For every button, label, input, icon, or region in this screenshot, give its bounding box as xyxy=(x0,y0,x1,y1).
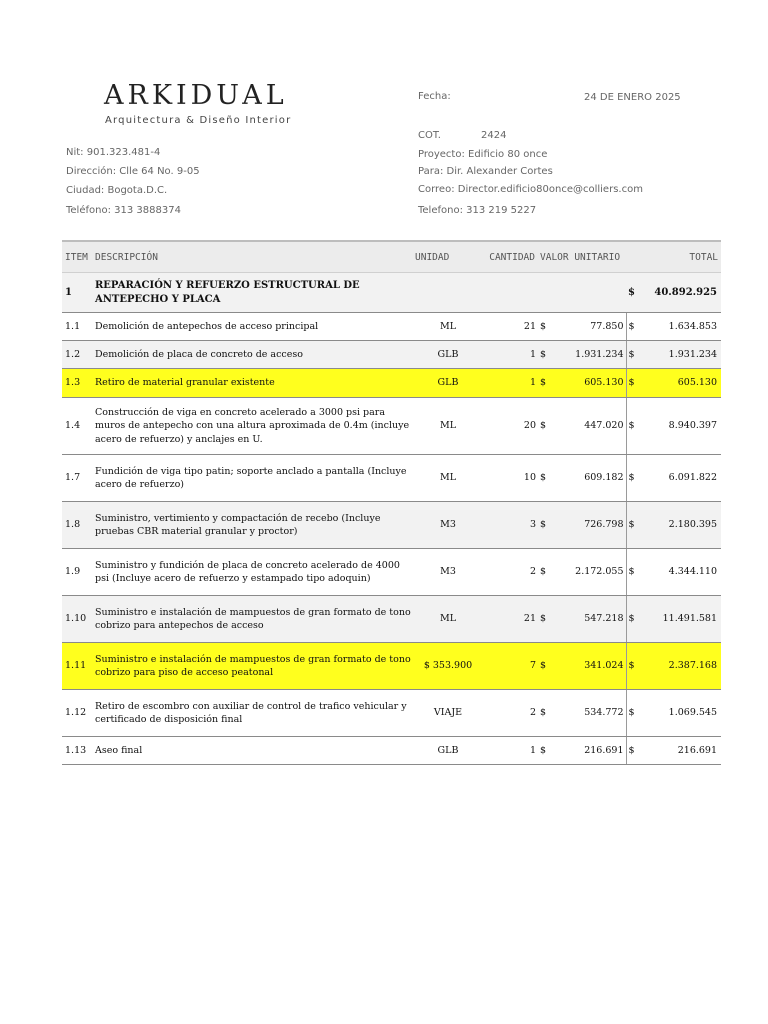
table-row-highlighted xyxy=(62,369,721,398)
currency-sign: $ xyxy=(626,737,639,765)
row-description: Aseo final xyxy=(93,737,413,765)
section-total: 40.892.925 xyxy=(639,273,721,313)
row-total: 8.940.397 xyxy=(639,398,721,455)
row-unit: ML xyxy=(413,455,483,502)
row-item: 1.3 xyxy=(62,369,93,398)
section-row xyxy=(62,273,721,313)
row-quantity: 21 xyxy=(483,596,538,643)
row-quantity: 1 xyxy=(483,369,538,398)
table-row xyxy=(62,549,721,596)
table-row xyxy=(62,690,721,737)
row-unit-value: 1.931.234 xyxy=(550,341,626,369)
row-quantity: 3 xyxy=(483,502,538,549)
section-description: REPARACIÓN Y REFUERZO ESTRUCTURAL DE ANTEPECHO Y PLACA xyxy=(93,273,413,313)
row-item: 1.10 xyxy=(62,596,93,643)
currency-sign: $ xyxy=(626,341,639,369)
date-value: 24 DE ENERO 2025 xyxy=(584,92,681,103)
company-nit: Nit: 901.323.481-4 xyxy=(66,147,161,158)
currency-sign: $ xyxy=(626,690,639,737)
currency-sign: $ xyxy=(626,313,639,341)
row-total: 6.091.822 xyxy=(639,455,721,502)
currency-sign: $ xyxy=(538,369,550,398)
row-unit: ML xyxy=(413,313,483,341)
row-description: Fundición de viga tipo patin; soporte anclado a pantalla (Incluye acero de refuerzo) xyxy=(93,455,413,502)
row-unit-value: 534.772 xyxy=(550,690,626,737)
company-address: Dirección: Clle 64 No. 9-05 xyxy=(66,166,200,177)
row-description: Demolición de antepechos de acceso principal xyxy=(93,313,413,341)
row-item: 1.2 xyxy=(62,341,93,369)
row-quantity: 21 xyxy=(483,313,538,341)
table-row xyxy=(62,455,721,502)
currency-sign: $ xyxy=(626,369,639,398)
row-unit: M3 xyxy=(413,549,483,596)
row-unit: ML xyxy=(413,398,483,455)
currency-sign: $ xyxy=(626,549,639,596)
row-description: Suministro, vertimiento y compactación de recebo (Incluye pruebas CBR material granular y proctor) xyxy=(93,502,413,549)
row-item: 1.7 xyxy=(62,455,93,502)
row-total: 4.344.110 xyxy=(639,549,721,596)
currency-sign: $ xyxy=(538,737,550,765)
row-unit: GLB xyxy=(413,369,483,398)
currency-sign: $ xyxy=(626,455,639,502)
row-item: 1.1 xyxy=(62,313,93,341)
row-unit-value: 609.182 xyxy=(550,455,626,502)
header-unit: UNIDAD xyxy=(413,241,483,273)
row-unit-value: 341.024 xyxy=(550,643,626,690)
row-unit-value: 726.798 xyxy=(550,502,626,549)
currency-sign: $ xyxy=(538,455,550,502)
header-unit-value: VALOR UNITARIO xyxy=(538,241,626,273)
row-item: 1.4 xyxy=(62,398,93,455)
currency-sign: $ xyxy=(538,549,550,596)
currency-sign: $ xyxy=(626,273,639,313)
cot-label: COT. xyxy=(418,130,441,141)
row-item: 1.8 xyxy=(62,502,93,549)
currency-sign: $ xyxy=(538,341,550,369)
currency-sign: $ xyxy=(538,596,550,643)
company-logo-name: ARKIDUAL xyxy=(104,80,288,111)
table-row xyxy=(62,596,721,643)
row-unit-value: 447.020 xyxy=(550,398,626,455)
row-description: Suministro e instalación de mampuestos de gran formato de tono cobrizo para piso de acceso peatonal xyxy=(93,643,413,690)
row-description: Demolición de placa de concreto de acceso xyxy=(93,341,413,369)
row-item: 1.12 xyxy=(62,690,93,737)
row-unit: $ 353.900 xyxy=(413,643,483,690)
row-unit: GLB xyxy=(413,737,483,765)
date-label: Fecha: xyxy=(418,91,451,102)
company-city: Ciudad: Bogota.D.C. xyxy=(66,185,168,196)
row-unit-value: 547.218 xyxy=(550,596,626,643)
row-item: 1.13 xyxy=(62,737,93,765)
row-unit: ML xyxy=(413,596,483,643)
recipient: Para: Dir. Alexander Cortes xyxy=(418,166,553,177)
row-unit-value: 605.130 xyxy=(550,369,626,398)
table-row xyxy=(62,737,721,765)
row-quantity: 1 xyxy=(483,737,538,765)
row-quantity: 1 xyxy=(483,341,538,369)
row-item: 1.11 xyxy=(62,643,93,690)
currency-sign: $ xyxy=(626,502,639,549)
cot-number: 2424 xyxy=(481,130,507,141)
row-unit-value: 77.850 xyxy=(550,313,626,341)
currency-sign: $ xyxy=(538,313,550,341)
row-unit: GLB xyxy=(413,341,483,369)
currency-sign: $ xyxy=(538,502,550,549)
currency-sign: $ xyxy=(626,643,639,690)
company-phone: Teléfono: 313 3888374 xyxy=(66,205,181,216)
row-description: Construcción de viga en concreto acelerado a 3000 psi para muros de antepecho con una altura aproximada de 0.4m (incluye acero de refuerzo) y anclajes en U. xyxy=(93,398,413,455)
header-item: ITEM xyxy=(62,241,93,273)
row-total: 2.387.168 xyxy=(639,643,721,690)
row-description: Retiro de material granular existente xyxy=(93,369,413,398)
row-total: 1.069.545 xyxy=(639,690,721,737)
currency-sign: $ xyxy=(626,596,639,643)
row-quantity: 7 xyxy=(483,643,538,690)
table-row xyxy=(62,341,721,369)
currency-sign: $ xyxy=(538,398,550,455)
row-description: Suministro y fundición de placa de concreto acelerado de 4000 psi (Incluye acero de refuerzo y estampado tipo adoquin) xyxy=(93,549,413,596)
row-item: 1.9 xyxy=(62,549,93,596)
row-description: Retiro de escombro con auxiliar de control de trafico vehicular y certificado de disposición final xyxy=(93,690,413,737)
row-quantity: 20 xyxy=(483,398,538,455)
table-row-highlighted xyxy=(62,643,721,690)
table-row xyxy=(62,502,721,549)
row-unit: VIAJE xyxy=(413,690,483,737)
table-header-row xyxy=(62,241,721,273)
row-unit-value: 2.172.055 xyxy=(550,549,626,596)
row-quantity: 2 xyxy=(483,549,538,596)
header-quantity: CANTIDAD xyxy=(483,241,538,273)
row-total: 605.130 xyxy=(639,369,721,398)
row-description: Suministro e instalación de mampuestos de gran formato de tono cobrizo para antepechos de acceso xyxy=(93,596,413,643)
table-row xyxy=(62,313,721,341)
row-quantity: 10 xyxy=(483,455,538,502)
row-unit-value: 216.691 xyxy=(550,737,626,765)
row-total: 1.931.234 xyxy=(639,341,721,369)
header-total: TOTAL xyxy=(626,241,721,273)
row-quantity: 2 xyxy=(483,690,538,737)
row-total: 216.691 xyxy=(639,737,721,765)
currency-sign: $ xyxy=(538,643,550,690)
recipient-phone: Telefono: 313 219 5227 xyxy=(418,205,537,216)
currency-sign: $ xyxy=(538,690,550,737)
row-total: 1.634.853 xyxy=(639,313,721,341)
quote-table xyxy=(62,240,721,765)
header-description: DESCRIPCIÓN xyxy=(93,241,413,273)
row-total: 2.180.395 xyxy=(639,502,721,549)
project-name: Proyecto: Edificio 80 once xyxy=(418,149,548,160)
currency-sign: $ xyxy=(626,398,639,455)
company-tagline: Arquitectura & Diseño Interior xyxy=(105,115,292,126)
section-item: 1 xyxy=(62,273,93,313)
row-unit: M3 xyxy=(413,502,483,549)
table-row xyxy=(62,398,721,455)
recipient-email: Correo: Director.edificio80once@colliers.com xyxy=(418,184,643,195)
row-total: 11.491.581 xyxy=(639,596,721,643)
